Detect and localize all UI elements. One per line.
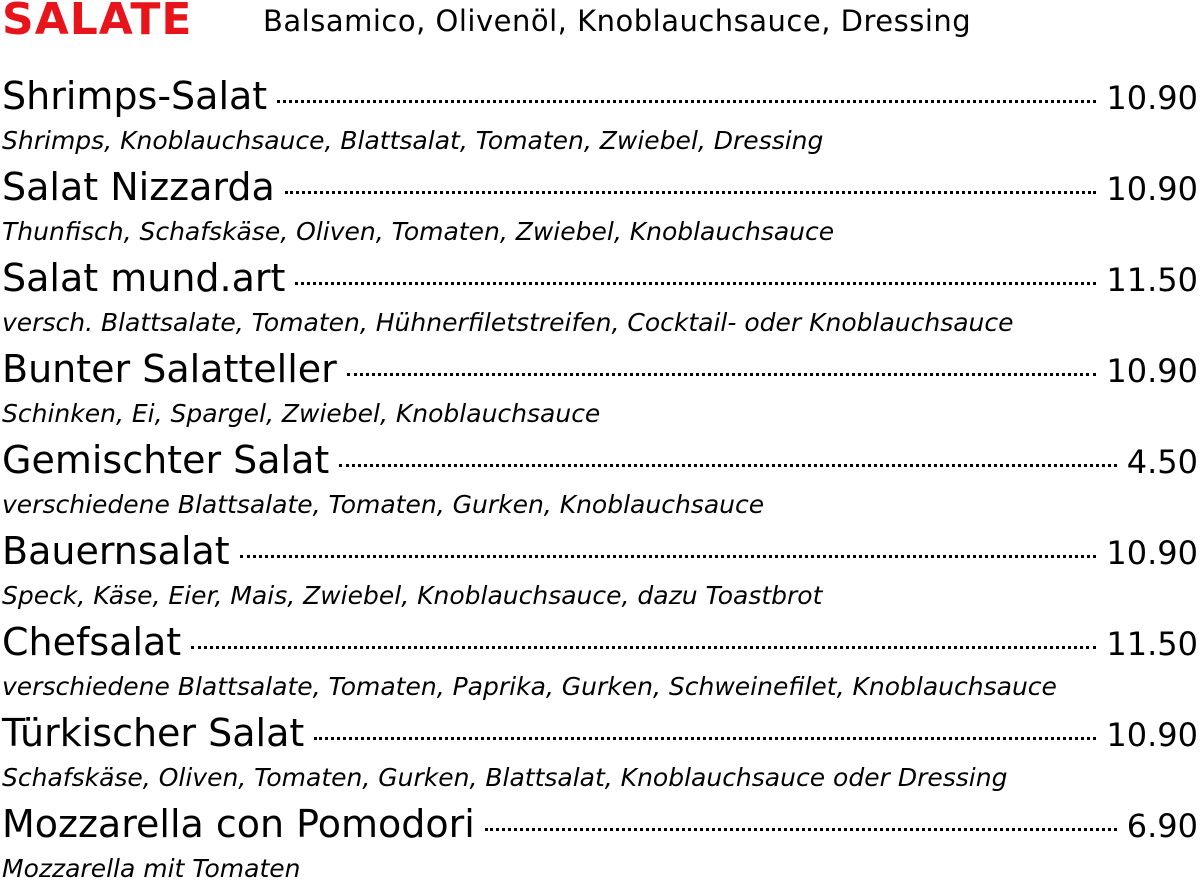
menu-item-name: Salat Nizzarda [2,165,275,209]
menu-item-description: Speck, Käse, Eier, Mais, Zwiebel, Knoblauchsauce, dazu Toastbrot [2,581,823,610]
menu-item-description: Schafskäse, Oliven, Tomaten, Gurken, Blattsalat, Knoblauchsauce oder Dressing [2,763,1008,792]
menu-item [0,256,1200,347]
menu-item-price: 10.90 [1106,79,1198,117]
menu-items-list [0,74,1200,893]
menu-item-description: Mozzarella mit Tomaten [2,854,301,883]
menu-item [0,711,1200,802]
menu-item-row [0,74,1200,130]
menu-item-price: 10.90 [1106,716,1198,754]
menu-item-row [0,438,1200,494]
menu-item-row [0,256,1200,312]
menu-item-description: Shrimps, Knoblauchsauce, Blattsalat, Tomaten, Zwiebel, Dressing [2,126,824,155]
dot-leader [339,464,1116,467]
dot-leader [347,373,1097,376]
dot-leader [485,828,1117,831]
menu-item-row [0,711,1200,767]
menu-item-description: Schinken, Ei, Spargel, Zwiebel, Knoblauchsauce [2,399,601,428]
menu-item [0,802,1200,893]
menu-item-name: Salat mund.art [2,256,286,300]
menu-item-name: Bunter Salatteller [2,347,337,391]
dot-leader [285,191,1097,194]
dot-leader [191,646,1096,649]
menu-item-name: Chefsalat [2,620,182,664]
menu-item-name: Bauernsalat [2,529,230,573]
dot-leader [314,737,1096,740]
menu-item [0,74,1200,165]
menu-item-price: 10.90 [1106,352,1198,390]
menu-item [0,347,1200,438]
menu-item-name: Gemischter Salat [2,438,330,482]
menu-header [0,0,1200,60]
menu-item-price: 10.90 [1106,170,1198,208]
menu-item-row [0,165,1200,221]
dressing-options: Balsamico, Olivenöl, Knoblauchsauce, Dressing [263,4,972,38]
menu-item-price: 6.90 [1126,807,1198,845]
menu-item [0,165,1200,256]
menu-item-description: versch. Blattsalate, Tomaten, Hühnerfiletstreifen, Cocktail- oder Knoblauchsauce [2,308,1014,337]
menu-item [0,529,1200,620]
dot-leader [295,282,1096,285]
section-title: SALATE [2,0,193,45]
menu-item-price: 11.50 [1106,625,1198,663]
menu-item-description: verschiedene Blattsalate, Tomaten, Gurken, Knoblauchsauce [2,490,765,519]
menu-item-description: Thunfisch, Schafskäse, Oliven, Tomaten, Zwiebel, Knoblauchsauce [2,217,835,246]
menu-item-description: verschiedene Blattsalate, Tomaten, Paprika, Gurken, Schweinefilet, Knoblauchsauce [2,672,1057,701]
menu-item-name: Türkischer Salat [2,711,305,755]
menu-item-price: 10.90 [1106,534,1198,572]
menu-item-name: Shrimps-Salat [2,74,268,118]
menu-item-row [0,802,1200,858]
menu-item [0,438,1200,529]
menu-item-row [0,620,1200,676]
menu-item [0,620,1200,711]
dot-leader [240,555,1097,558]
menu-item-row [0,529,1200,585]
menu-item-price: 11.50 [1106,261,1198,299]
menu-item-row [0,347,1200,403]
menu-item-price: 4.50 [1126,443,1198,481]
menu-item-name: Mozzarella con Pomodori [2,802,475,846]
dot-leader [277,100,1096,103]
